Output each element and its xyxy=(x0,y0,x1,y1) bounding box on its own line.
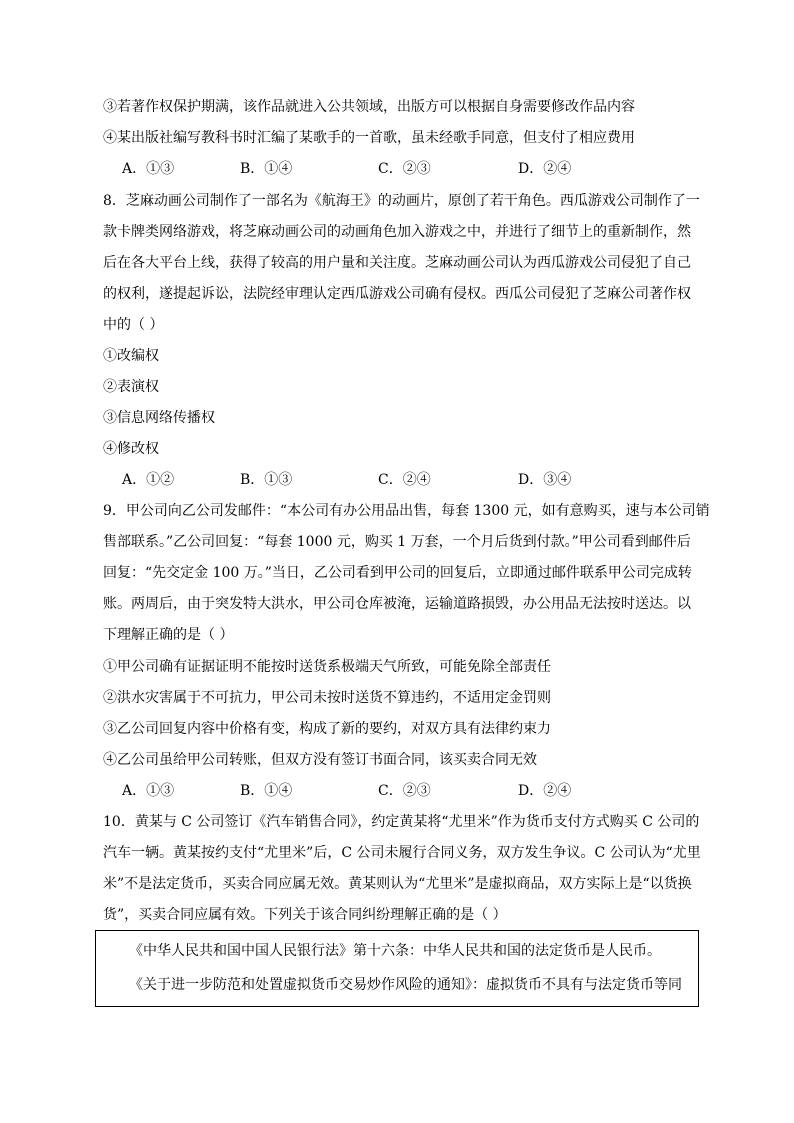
q10-stem-line: 货”，买卖合同应属有效。下列关于该合同纠纷理解正确的是（ ） xyxy=(103,907,507,923)
q7-option-c[interactable]: C．②③ xyxy=(378,161,431,177)
q9-item: ③乙公司回复内容中价格有变，构成了新的要约，对双方具有法律约束力 xyxy=(103,721,551,737)
q8-stem-line: 款卡牌类网络游戏，将芝麻动画公司的动画角色加入游戏之中，并进行了细节上的重新制作，然 xyxy=(103,224,691,240)
q9-stem-line: 售部联系。”乙公司回复：“每套 1000 元，购买 1 万套，一个月后货到付款。”甲公司看到邮件后 xyxy=(103,534,691,550)
q10-stem-line: 10．黄某与 C 公司签订《汽车销售合同》，约定黄某将“尤里米”作为货币支付方式购买 C 公司的 xyxy=(103,814,700,830)
q8-option-c[interactable]: C．②④ xyxy=(378,472,431,488)
q8-option-d[interactable]: D．③④ xyxy=(518,472,572,488)
q7-item-3: ③若著作权保护期满，该作品就进入公共领域，出版方可以根据自身需要修改作品内容 xyxy=(103,99,635,115)
reference-line: 《中华人民共和国中国人民银行法》第十六条：中华人民共和国的法定货币是人民币。 xyxy=(129,943,661,959)
legal-reference-box xyxy=(95,930,699,1007)
q8-option-b[interactable]: B．①③ xyxy=(240,472,293,488)
q7-item-4: ④某出版社编写教科书时汇编了某歌手的一首歌，虽未经歌手同意，但支付了相应费用 xyxy=(103,130,635,146)
q8-stem-line: 8．芝麻动画公司制作了一部名为《航海王》的动画片，原创了若干角色。西瓜游戏公司制作了一 xyxy=(103,193,700,209)
reference-line: 《关于进一步防范和处置虚拟货币交易炒作风险的通知》：虚拟货币不具有与法定货币等同 xyxy=(129,977,682,993)
q9-item: ①甲公司确有证据证明不能按时送货系极端天气所致，可能免除全部责任 xyxy=(103,659,551,675)
q7-option-d[interactable]: D．②④ xyxy=(518,161,572,177)
q8-item: ②表演权 xyxy=(103,379,159,395)
q10-stem-line: 米”不是法定货币，买卖合同应属无效。黄某则认为“尤里米”是虚拟商品，双方实际上是“以货换 xyxy=(103,876,692,892)
q8-item: ①改编权 xyxy=(103,348,159,364)
q9-stem-line: 回复：“先交定金 100 万。”当日，乙公司看到甲公司的回复后，立即通过邮件联系甲公司完成转 xyxy=(103,565,692,581)
q8-stem-line: 中的（ ） xyxy=(103,317,164,333)
q8-stem-line: 后在各大平台上线，获得了较高的用户量和关注度。芝麻动画公司认为西瓜游戏公司侵犯了自己 xyxy=(103,255,691,271)
q9-stem-line: 账。两周后，由于突发特大洪水，甲公司仓库被淹，运输道路损毁，办公用品无法按时送达。以 xyxy=(103,596,691,612)
q8-item: ④修改权 xyxy=(103,441,159,457)
q7-option-a[interactable]: A．①③ xyxy=(122,161,175,177)
q9-item: ④乙公司虽给甲公司转账，但双方没有签订书面合同，该买卖合同无效 xyxy=(103,752,537,768)
q9-option-c[interactable]: C．②③ xyxy=(378,783,431,799)
q7-option-b[interactable]: B．①④ xyxy=(240,161,293,177)
q9-option-b[interactable]: B．①④ xyxy=(240,783,293,799)
q9-stem-line: 9．甲公司向乙公司发邮件：“本公司有办公用品出售，每套 1300 元，如有意购买，速与本公司销 xyxy=(103,503,710,519)
q9-item: ②洪水灾害属于不可抗力，甲公司未按时送货不算违约，不适用定金罚则 xyxy=(103,690,551,706)
q9-option-d[interactable]: D．②④ xyxy=(518,783,572,799)
q9-stem-line: 下理解正确的是（ ） xyxy=(103,627,234,643)
q8-stem-line: 的权利，遂提起诉讼，法院经审理认定西瓜游戏公司确有侵权。西瓜公司侵犯了芝麻公司著作权 xyxy=(103,286,691,302)
q8-option-a[interactable]: A．①② xyxy=(122,472,175,488)
q10-stem-line: 汽车一辆。黄某按约支付“尤里米”后，C 公司未履行合同义务，双方发生争议。C 公司认为“尤里 xyxy=(103,845,701,861)
q8-item: ③信息网络传播权 xyxy=(103,410,215,426)
q9-option-a[interactable]: A．①③ xyxy=(122,783,175,799)
